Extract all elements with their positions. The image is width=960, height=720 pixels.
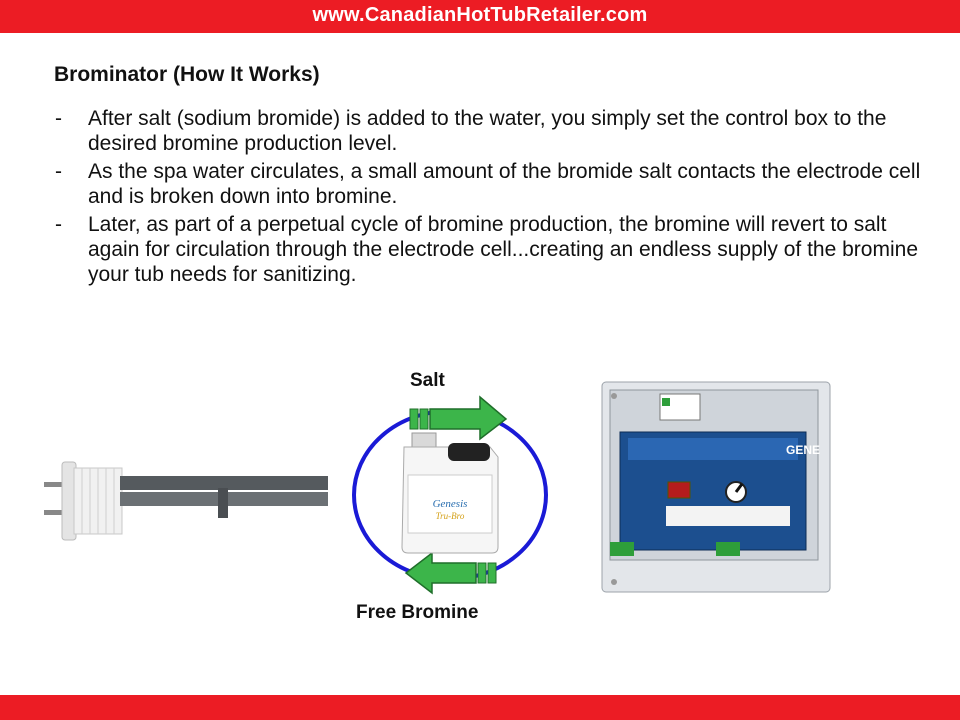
header-banner bbox=[0, 0, 960, 33]
bullet-list bbox=[50, 106, 930, 290]
free-bromine-label: Free Bromine bbox=[356, 602, 479, 623]
salt-label: Salt bbox=[410, 370, 445, 391]
electrode-cell-image bbox=[38, 448, 338, 558]
bullet-item: - After salt (sodium bromide) is added to the water, you simply set the control box to the desired bromine production level. bbox=[55, 107, 887, 155]
svg-text:GENE: GENE bbox=[786, 443, 821, 457]
control-box-image bbox=[596, 378, 836, 596]
slide-title: Brominator (How It Works) bbox=[54, 63, 320, 86]
site-url: www.CanadianHotTubRetailer.com bbox=[312, 4, 648, 26]
bromine-arrow-icon bbox=[406, 553, 496, 593]
bromine-cycle-diagram bbox=[350, 395, 555, 595]
bullet-item: - As the spa water circulates, a small amount of the bromide salt contacts the electrode cell and is broken down into bromine. bbox=[55, 160, 921, 208]
salt-bottle-icon bbox=[402, 433, 498, 553]
svg-text:Tru-Bro: Tru-Bro bbox=[435, 511, 465, 521]
bullet-item: - Later, as part of a perpetual cycle of bromine production, the bromine will revert to salt again for circulation through the electrode cell...creating an endless supply of the bromine your tub needs for sanitizing. bbox=[55, 213, 918, 286]
svg-text:Genesis: Genesis bbox=[432, 498, 468, 510]
footer-banner bbox=[0, 695, 960, 720]
